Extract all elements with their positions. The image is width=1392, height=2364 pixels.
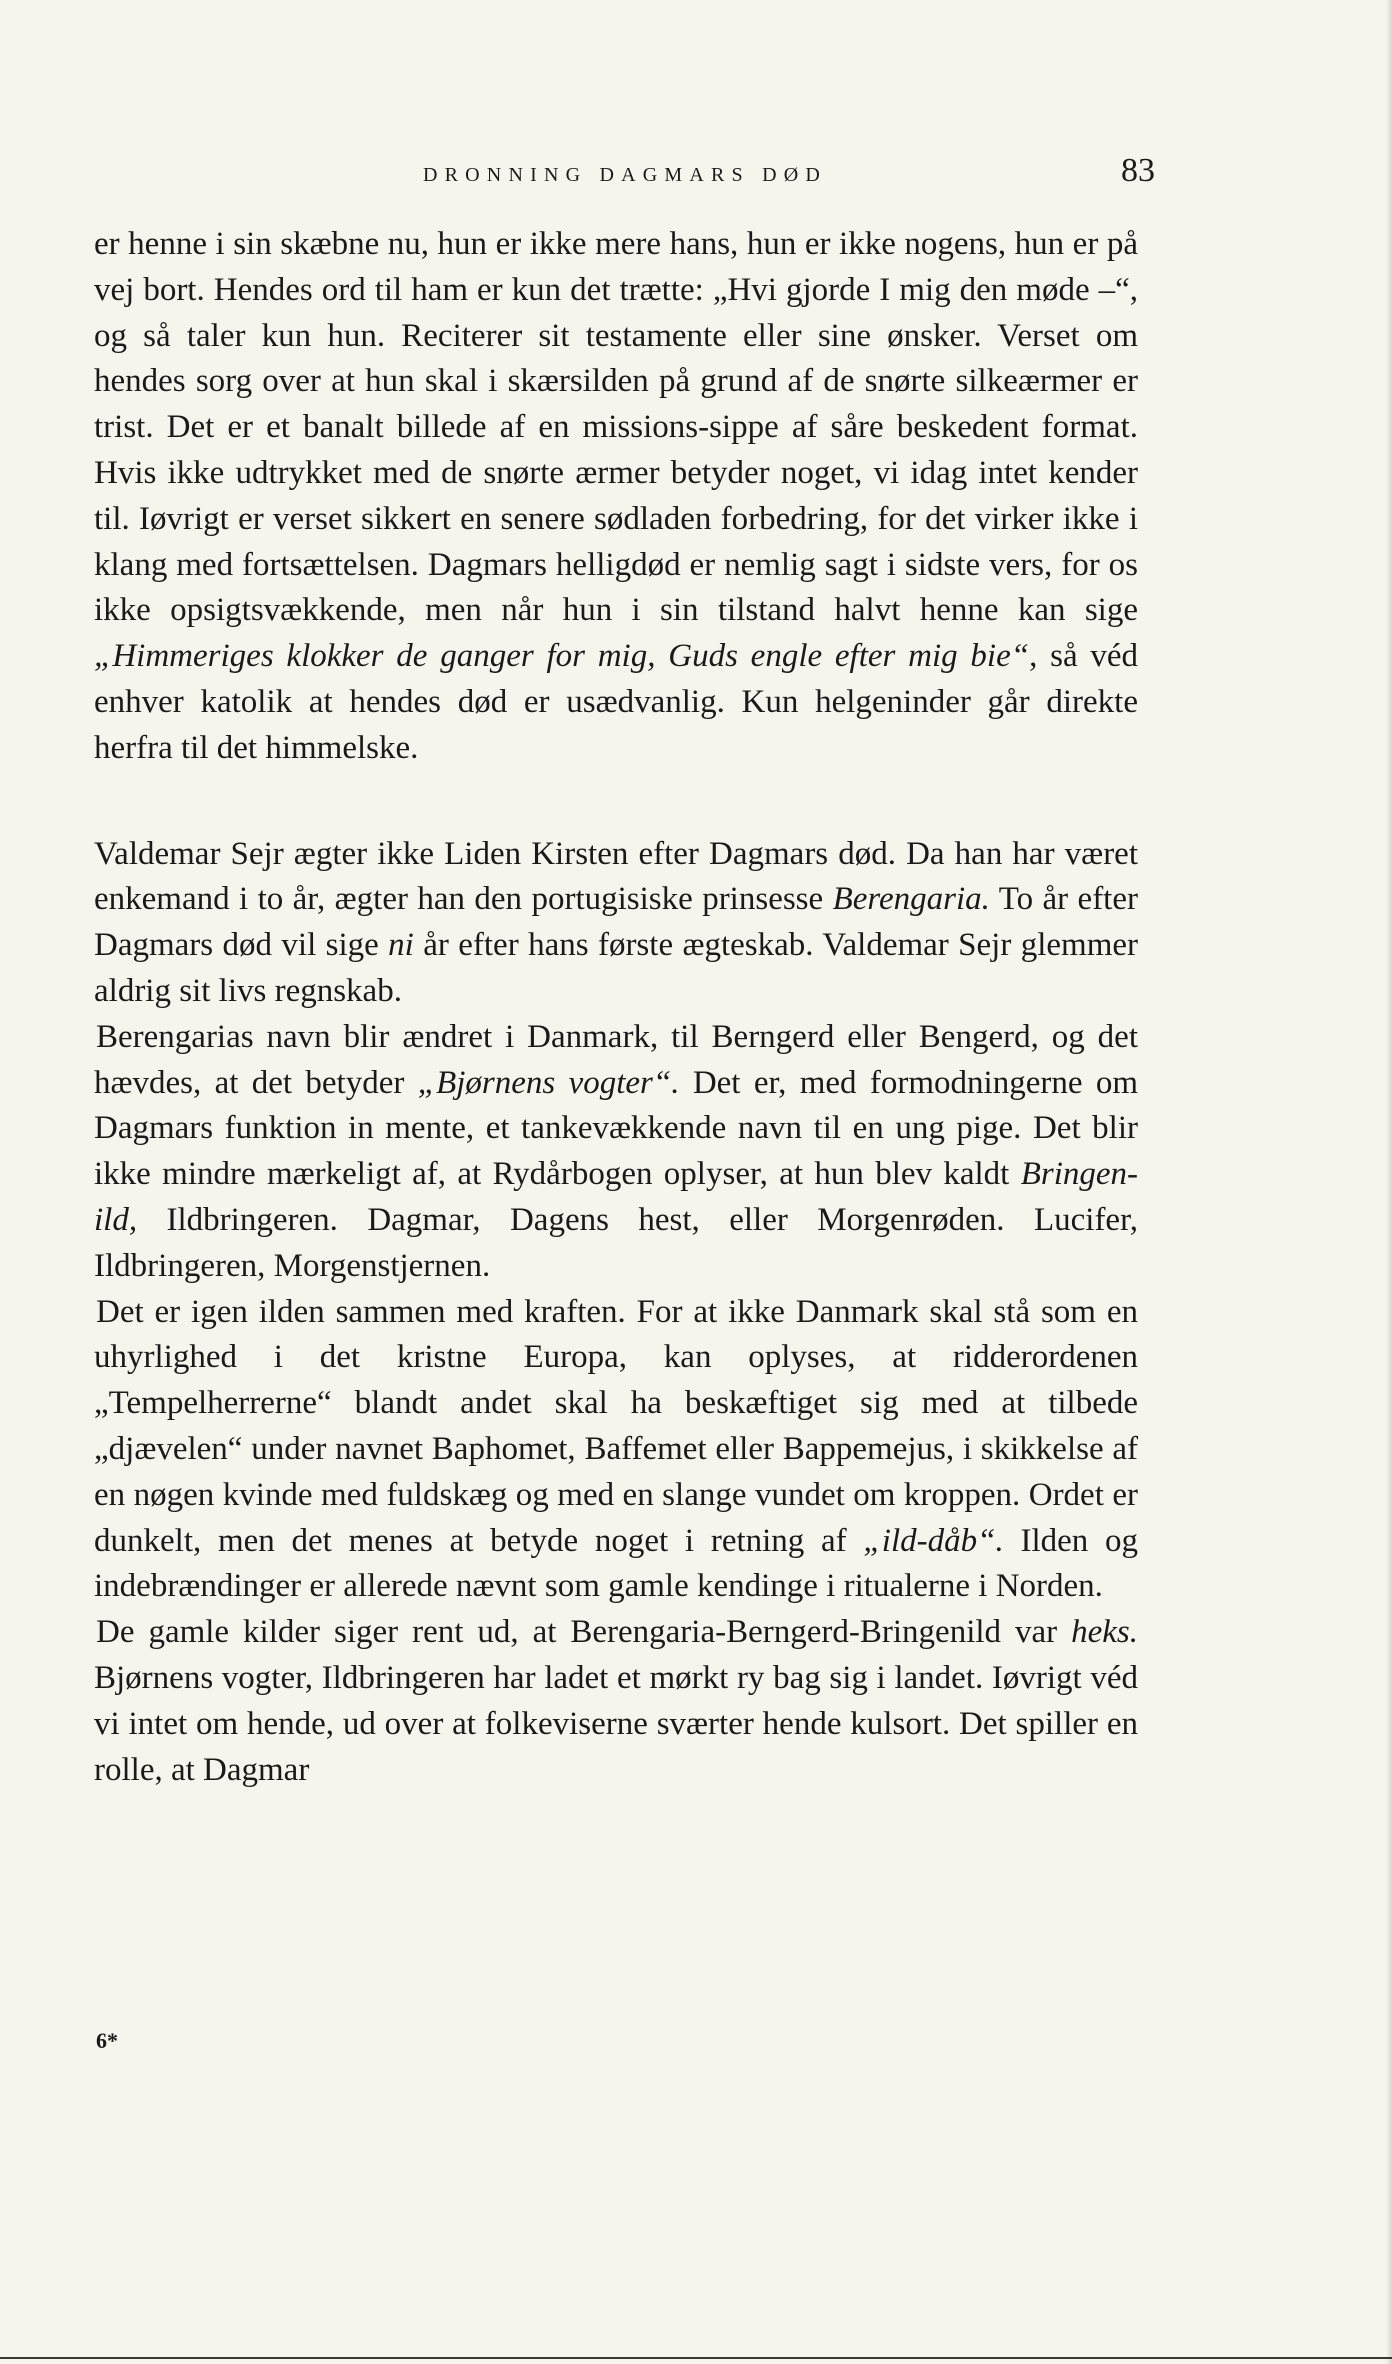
paragraph-text: Ildbringeren. Dagmar, Dagens hest, eller Morgenrøden. Lucifer, Ildbringeren, Morgenstjernen. (94, 1201, 1138, 1284)
paragraph (94, 832, 1138, 1015)
paragraph (94, 1015, 1138, 1290)
paragraph-text: Bjørnens vogter, Ildbringeren har ladet et mørkt ry bag sig i landet. Iøvrigt véd vi intet om hende, ud over at folkeviserne sværter hende kulsort. Det spiller en rolle, at Dagmar (94, 1659, 1138, 1788)
paragraph-text: år efter hans første ægteskab. Valdemar Sejr glemmer aldrig sit livs regnskab. (94, 927, 1138, 1009)
running-header (95, 152, 1155, 194)
body-text (94, 222, 1138, 1793)
paragraph-text: Det er igen ilden sammen med kraften. For at ikke Danmark skal stå som en uhyrlighed i det kristne Europa, kan oplyses, at ridderordenen „Tempelherrerne“ blandt andet skal ha beskæftiget sig med at tilbede „djævelen“ under navnet Baphomet, Baffemet eller Bappemejus, i skikkelse af en nøgen kvinde med fuldskæg og med en slange vundet om kroppen. Ordet er dunkelt, men det menes at betyde noget i retning af (94, 1293, 1138, 1559)
name-bringen-ild: Bringen-ild, (94, 1156, 1138, 1238)
paragraph (94, 1290, 1138, 1611)
name-berengaria: Berengaria. (832, 881, 990, 918)
page-number: 83 (1121, 152, 1155, 189)
paragraph (94, 222, 1138, 772)
emphasis-ni: ni (388, 927, 414, 964)
page-bottom-edge (0, 2357, 1392, 2359)
emphasis-heks: heks. (1071, 1614, 1138, 1651)
quote-himmeriges-klokker: „Himmeriges klokker de ganger for mig, Guds engle efter mig bie“ (94, 638, 1030, 675)
section-gap (94, 772, 1138, 832)
quote-bjornens-vogter: „Bjørnens vogter“. (417, 1064, 680, 1101)
paragraph-text: De gamle kilder siger rent ud, at Berengaria-Berngerd-Bringenild var (96, 1614, 1072, 1651)
paragraph-text: er henne i sin skæbne nu, hun er ikke mere hans, hun er ikke nogens, hun er på vej bort. Hendes ord til ham er kun det trætte: „Hvi gjorde I mig den møde –“, og så taler kun hun. Reciterer sit testamente eller sine ønsker. Verset om hendes sorg over at hun skal i skærsilden på grund af de snørte silkeærmer er trist. Det er et banalt billede af en missions-sippe af såre beskedent format. Hvis ikke udtrykket med de snørte ærmer betyder noget, vi idag intet kender til. Iøvrigt er verset sikkert en senere sødladen forbedring, for det virker ikke i klang med fortsættelsen. Dagmars helligdød er nemlig sagt i sidste vers, for os ikke opsigtsvækkende, men når hun i sin tilstand halvt henne kan sige (94, 226, 1138, 629)
paragraph-text: Det er, med formodningerne om Dagmars funktion in mente, et tankevækkende navn til en ung pige. Det blir ikke mindre mærkeligt af, at Rydårbogen oplyser, at hun blev kaldt (94, 1064, 1138, 1193)
page-edge (1386, 0, 1392, 2364)
quote-ild-daab: „ild-dåb“. (863, 1522, 1004, 1559)
paragraph-text: To år efter Dagmars død vil sige (94, 881, 1138, 964)
paragraph-text: Berengarias navn blir ændret i Danmark, til Berngerd eller Bengerd, og det hævdes, at det betyder (94, 1018, 1138, 1101)
paragraph-text: Valdemar Sejr ægter ikke Liden Kirsten efter Dagmars død. Da han har været enkemand i to år, ægter han den portugisiske prinsesse (94, 835, 1138, 918)
paragraph-text: , så véd enhver katolik at hendes død er usædvanlig. Kun helgeninder går direkte herfra til det himmelske. (94, 638, 1139, 766)
paragraph-text: Ilden og indebrændinger er allerede nævnt som gamle kendinge i ritualerne i Norden. (94, 1522, 1138, 1605)
running-title: DRONNING DAGMARS DØD (422, 164, 827, 186)
paragraph (94, 1610, 1138, 1793)
signature-mark: 6* (96, 2028, 118, 2053)
